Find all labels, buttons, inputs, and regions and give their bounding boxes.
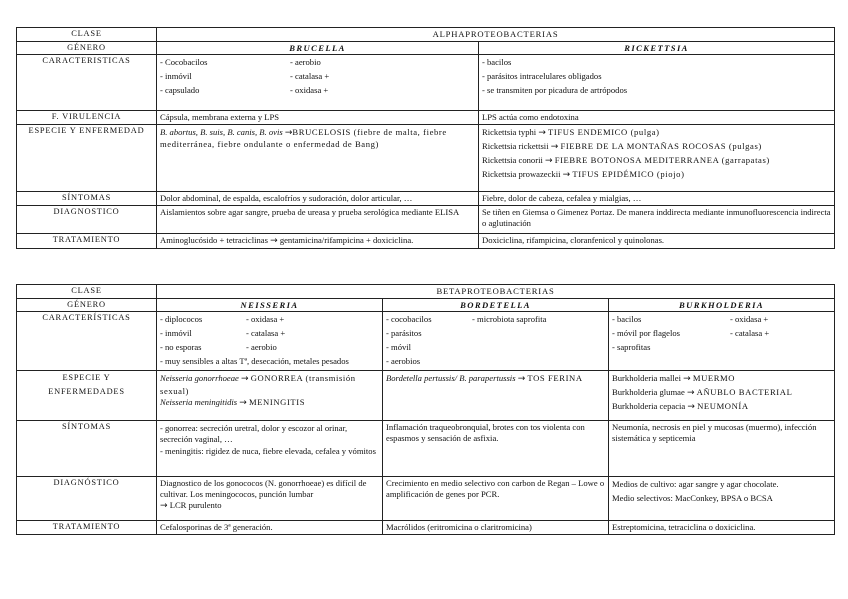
clase-value: ALPHAPROTEOBACTERIAS — [157, 28, 835, 42]
list-item: - inmóvil - catalasa + — [160, 71, 330, 82]
genus-neisseria: NEISSERIA — [157, 298, 383, 312]
caracteristicas-rickettsia — [479, 55, 835, 111]
list-item: - móvil — [386, 342, 412, 353]
especie-label: ESPECIE Y ENFERMEDADES — [17, 371, 157, 421]
especie-burkholderia — [609, 371, 835, 421]
list-item: - se transmiten por picadura de artrópodos — [482, 85, 628, 96]
list-item: - saprofitas — [612, 342, 651, 353]
list-item: - muy sensibles a altas Tª, desecación, metales pesados — [160, 356, 349, 367]
list-item: - parásitos intracelulares obligados — [482, 71, 602, 82]
list-item: Bordetella pertussis/ B. parapertussis → TOS FERINA — [386, 373, 583, 385]
list-item: - cocobacilos - microbiota saprofita — [386, 314, 547, 325]
list-item: - parásitos — [386, 328, 422, 339]
disease-text: BRUCELOSIS (fiebre de malta, fiebre mediterránea, fiebre ondulante o enfermedad de Bang) — [160, 127, 447, 150]
tratamiento-burkholderia: Estreptomicina, tetraciclina o doxiciclina. — [609, 521, 835, 535]
caracteristicas-neisseria — [157, 312, 383, 371]
species-name: B. abortus, B. suis, B. canis, B. ovis — [160, 127, 283, 138]
arrow-right-icon: → — [239, 398, 247, 409]
clase-label: CLASE — [17, 285, 157, 299]
list-item: Burkholderia glumae → AÑUBLO BACTERIAL — [612, 387, 793, 399]
sintomas-rickettsia: Fiebre, dolor de cabeza, cefalea y mialgias, … — [479, 192, 835, 206]
tratamiento-bordetella: Macrólidos (eritromicina o claritromicina) — [383, 521, 609, 535]
genus-brucella: BRUCELLA — [157, 41, 479, 55]
arrow-right-icon: → — [687, 402, 695, 413]
arrow-right-icon: → — [270, 235, 278, 246]
list-item: - bacilos — [482, 57, 512, 68]
genus-rickettsia: RICKETTSIA — [479, 41, 835, 55]
genus-burkholderia: BURKHOLDERIA — [609, 298, 835, 312]
clase-value: BETAPROTEOBACTERIAS — [157, 285, 835, 299]
diagnostico-neisseria: Diagnostico de los gonococos (N. gonorrhoeae) es difícil de cultivar. Los meningococos, punción lumbar → LCR purulento — [157, 477, 383, 521]
sintomas-label: SÍNTOMAS — [17, 192, 157, 206]
list-item: Rickettsia rickettsii → FIEBRE DE LA MONTAÑAS ROCOSAS (pulgas) — [482, 141, 762, 153]
list-item: - Cocobacilos - aerobio — [160, 57, 321, 68]
caracteristicas-bordetella — [383, 312, 609, 371]
list-item: - aerobios — [386, 356, 421, 367]
sintomas-brucella: Dolor abdominal, de espalda, escalofríos y sudoración, dolor articular, … — [157, 192, 479, 206]
caracteristicas-label: CARACTERISTICAS — [17, 55, 157, 111]
list-item: - diplococos - oxidasa + — [160, 314, 285, 325]
sintomas-burkholderia: Neumonía, necrosis en piel y mucosas (muermo), infección sistemática y septicemia — [609, 421, 835, 477]
diagnostico-burkholderia — [609, 477, 835, 521]
list-item: - móvil por flagelos - catalasa + — [612, 328, 770, 339]
genus-bordetella: BORDETELLA — [383, 298, 609, 312]
diagnostico-rickettsia: Se tiñen en Giemsa o Gimenez Portaz. De manera inddirecta mediante inmunofluorescencia indirecta o aglutinación — [479, 205, 835, 233]
arrow-right-icon: → — [686, 388, 695, 399]
especie-neisseria — [157, 371, 383, 421]
genero-label: GÉNERO — [17, 41, 157, 55]
alphaproteobacteria-table — [16, 27, 835, 249]
especie-brucella — [157, 125, 479, 192]
diagnostico-brucella: Aislamientos sobre agar sangre, prueba de ureasa y prueba serológica mediante ELISA — [157, 205, 479, 233]
tratamiento-rickettsia: Doxiciclina, rifampicina, cloranfenicol y quinolonas. — [479, 233, 835, 248]
tratamiento-label: TRATAMIENTO — [17, 233, 157, 248]
list-item: Rickettsia conorii → FIEBRE BOTONOSA MEDITERRANEA (garrapatas) — [482, 155, 770, 167]
list-item: - inmóvil - catalasa + — [160, 328, 286, 339]
arrow-right-icon: → — [550, 142, 559, 153]
list-item: Medios de cultivo: agar sangre y agar chocolate. — [612, 479, 779, 490]
arrow-right-icon: → — [683, 374, 691, 385]
betaproteobacteria-table — [16, 284, 835, 535]
list-item: Neisseria meningitidis → MENINGITIS — [160, 397, 306, 409]
caracteristicas-label: CARACTERÍSTICAS — [17, 312, 157, 371]
especie-rickettsia — [479, 125, 835, 192]
arrow-right-icon: → — [160, 500, 168, 511]
arrow-right-icon: → — [284, 128, 293, 139]
virulencia-rickettsia: LPS actúa como endotoxina — [479, 111, 835, 125]
arrow-right-icon: → — [241, 374, 249, 385]
arrow-right-icon: → — [538, 128, 546, 139]
list-item: Burkholderia cepacia → NEUMONÍA — [612, 401, 749, 413]
caracteristicas-burkholderia — [609, 312, 835, 371]
list-item: Rickettsia typhi → TIFUS ENDEMICO (pulga) — [482, 127, 660, 139]
sintomas-label: SÍNTOMAS — [17, 421, 157, 477]
genero-label: GÉNERO — [17, 298, 157, 312]
tratamiento-brucella: Aminoglucósido + tetraciclinas → gentamicina/rifampicina + doxiciclina. — [157, 233, 479, 248]
diagnostico-bordetella: Crecimiento en medio selectivo con carbon de Regan – Lowe o amplificación de genes por PCR. — [383, 477, 609, 521]
diagnostico-label: DIAGNOSTICO — [17, 205, 157, 233]
list-item: - capsulado - oxidasa + — [160, 85, 329, 96]
virulencia-label: F. VIRULENCIA — [17, 111, 157, 125]
list-item: - no esporas - aerobio — [160, 342, 277, 353]
tratamiento-neisseria: Cefalosporinas de 3ª generación. — [157, 521, 383, 535]
list-item: Neisseria gonorrhoeae → GONORREA (transmisión sexual) — [160, 373, 356, 396]
sintomas-neisseria — [157, 421, 383, 477]
sintomas-bordetella: Inflamación traqueobronquial, brotes con tos violenta con espasmos y sensación de asfixia. — [383, 421, 609, 477]
list-item: Burkholderia mallei → MUERMO — [612, 373, 736, 385]
arrow-right-icon: → — [545, 156, 553, 167]
caracteristicas-brucella — [157, 55, 479, 111]
virulencia-brucella: Cápsula, membrana externa y LPS — [157, 111, 479, 125]
list-item: - meningitis: rigidez de nuca, fiebre elevada, cefalea y vómitos — [160, 445, 376, 456]
diagnostico-label: DIAGNÓSTICO — [17, 477, 157, 521]
especie-bordetella — [383, 371, 609, 421]
list-item: Medio selectivos: MacConkey, BPSA o BCSA — [612, 493, 773, 504]
arrow-right-icon: → — [517, 374, 526, 385]
tratamiento-label: TRATAMIENTO — [17, 521, 157, 535]
list-item: - gonorrea: secreción uretral, dolor y escozor al orinar, secreción vaginal, … — [160, 423, 348, 445]
especie-label: ESPECIE Y ENFERMEDAD — [17, 125, 157, 192]
arrow-right-icon: → — [562, 170, 571, 181]
list-item: - bacilos - oxidasa + — [612, 314, 769, 325]
list-item: Rickettsia prowazeckii → TIFUS EPIDÉMICO (piojo) — [482, 169, 685, 181]
clase-label: CLASE — [17, 28, 157, 42]
